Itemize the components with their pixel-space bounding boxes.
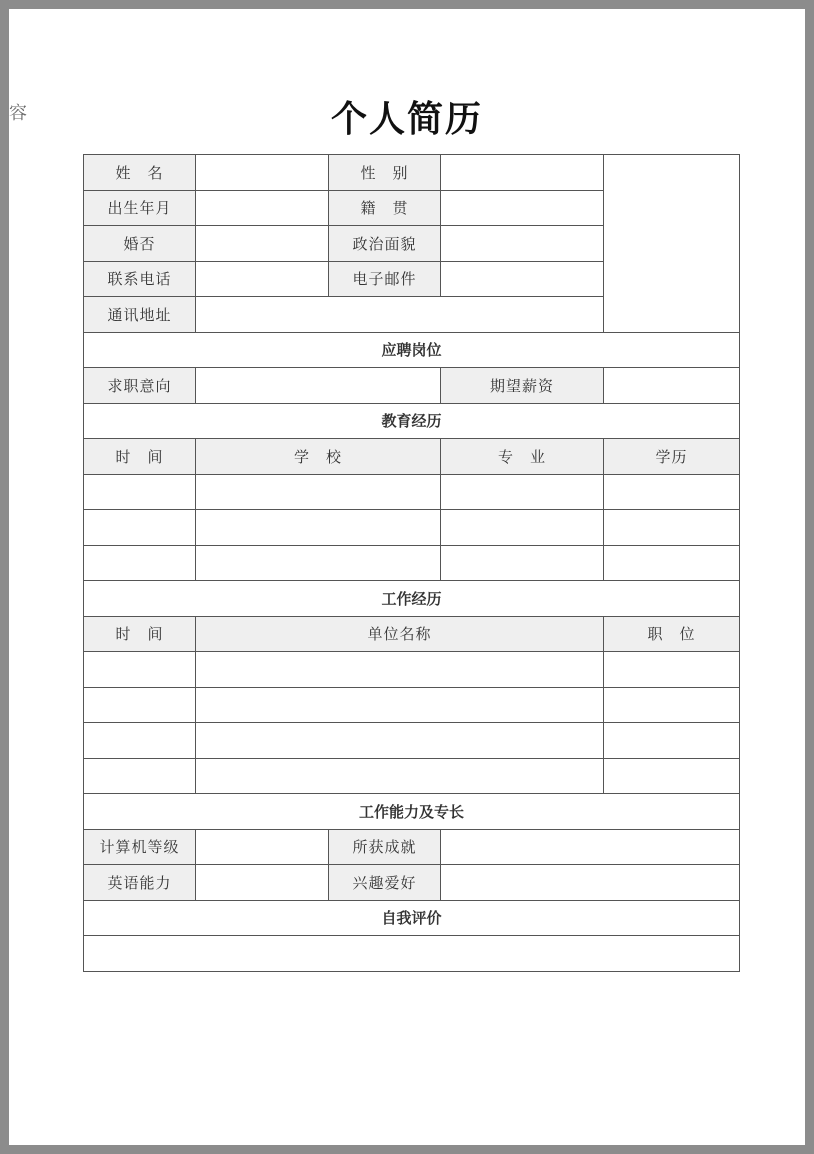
name-field[interactable] bbox=[196, 155, 329, 191]
work-title-cell[interactable] bbox=[604, 758, 740, 794]
resume-page bbox=[9, 9, 805, 1145]
hobbies-label: 兴趣爱好 bbox=[329, 865, 441, 901]
edu-major-cell[interactable] bbox=[441, 474, 604, 510]
education-row bbox=[84, 474, 740, 510]
expected-salary-label: 期望薪资 bbox=[441, 368, 604, 404]
row-position-heading bbox=[84, 332, 740, 368]
education-row bbox=[84, 510, 740, 546]
work-row bbox=[84, 652, 740, 688]
row-self-eval bbox=[84, 936, 740, 972]
row-skills-1 bbox=[84, 829, 740, 865]
native-place-field[interactable] bbox=[441, 190, 604, 226]
english-level-label: 英语能力 bbox=[84, 865, 196, 901]
address-field[interactable] bbox=[196, 297, 604, 333]
education-row bbox=[84, 545, 740, 581]
work-title-cell[interactable] bbox=[604, 652, 740, 688]
row-self-eval-heading bbox=[84, 900, 740, 936]
edu-major-cell[interactable] bbox=[441, 545, 604, 581]
row-education-header bbox=[84, 439, 740, 475]
edu-major-cell[interactable] bbox=[441, 510, 604, 546]
political-status-label: 政治面貌 bbox=[329, 226, 441, 262]
edu-school-cell[interactable] bbox=[196, 545, 441, 581]
phone-label: 联系电话 bbox=[84, 261, 196, 297]
expected-salary-field[interactable] bbox=[604, 368, 740, 404]
work-col-title: 职 位 bbox=[604, 616, 740, 652]
row-position bbox=[84, 368, 740, 404]
work-col-employer: 单位名称 bbox=[196, 616, 604, 652]
work-time-cell[interactable] bbox=[84, 758, 196, 794]
job-intent-field[interactable] bbox=[196, 368, 441, 404]
row-skills-heading bbox=[84, 794, 740, 830]
work-time-cell[interactable] bbox=[84, 723, 196, 759]
edu-school-cell[interactable] bbox=[196, 510, 441, 546]
row-skills-2 bbox=[84, 865, 740, 901]
edu-degree-cell[interactable] bbox=[604, 474, 740, 510]
english-level-field[interactable] bbox=[196, 865, 329, 901]
edu-time-cell[interactable] bbox=[84, 474, 196, 510]
page-title: 个人简历 bbox=[330, 98, 483, 140]
row-education-heading bbox=[84, 403, 740, 439]
edu-col-degree: 学历 bbox=[604, 439, 740, 475]
job-intent-label: 求职意向 bbox=[84, 368, 196, 404]
political-status-field[interactable] bbox=[441, 226, 604, 262]
achievements-label: 所获成就 bbox=[329, 829, 441, 865]
skills-section-heading: 工作能力及专长 bbox=[84, 794, 740, 830]
phone-field[interactable] bbox=[196, 261, 329, 297]
work-col-time: 时 间 bbox=[84, 616, 196, 652]
email-label: 电子邮件 bbox=[329, 261, 441, 297]
edu-time-cell[interactable] bbox=[84, 545, 196, 581]
work-section-heading: 工作经历 bbox=[84, 581, 740, 617]
gender-label: 性 别 bbox=[329, 155, 441, 191]
computer-level-label: 计算机等级 bbox=[84, 829, 196, 865]
education-section-heading: 教育经历 bbox=[84, 403, 740, 439]
edu-col-school: 学 校 bbox=[196, 439, 441, 475]
edu-school-cell[interactable] bbox=[196, 474, 441, 510]
row-name bbox=[84, 155, 740, 191]
resume-table bbox=[83, 154, 740, 972]
self-eval-field[interactable] bbox=[84, 936, 740, 972]
computer-level-field[interactable] bbox=[196, 829, 329, 865]
photo-box[interactable] bbox=[604, 155, 740, 333]
work-employer-cell[interactable] bbox=[196, 723, 604, 759]
work-title-cell[interactable] bbox=[604, 723, 740, 759]
work-time-cell[interactable] bbox=[84, 687, 196, 723]
edu-col-major: 专 业 bbox=[441, 439, 604, 475]
work-employer-cell[interactable] bbox=[196, 758, 604, 794]
work-employer-cell[interactable] bbox=[196, 652, 604, 688]
work-row bbox=[84, 687, 740, 723]
row-work-header bbox=[84, 616, 740, 652]
work-row bbox=[84, 758, 740, 794]
marital-field[interactable] bbox=[196, 226, 329, 262]
achievements-field[interactable] bbox=[441, 829, 740, 865]
marital-label: 婚否 bbox=[84, 226, 196, 262]
work-title-cell[interactable] bbox=[604, 687, 740, 723]
native-place-label: 籍 贯 bbox=[329, 190, 441, 226]
edu-degree-cell[interactable] bbox=[604, 510, 740, 546]
edu-degree-cell[interactable] bbox=[604, 545, 740, 581]
birth-field[interactable] bbox=[196, 190, 329, 226]
name-label: 姓 名 bbox=[84, 155, 196, 191]
work-time-cell[interactable] bbox=[84, 652, 196, 688]
hobbies-field[interactable] bbox=[441, 865, 740, 901]
birth-label: 出生年月 bbox=[84, 190, 196, 226]
email-field[interactable] bbox=[441, 261, 604, 297]
self-eval-section-heading: 自我评价 bbox=[84, 900, 740, 936]
gender-field[interactable] bbox=[441, 155, 604, 191]
position-section-heading: 应聘岗位 bbox=[84, 332, 740, 368]
edu-time-cell[interactable] bbox=[84, 510, 196, 546]
work-row bbox=[84, 723, 740, 759]
address-label: 通讯地址 bbox=[84, 297, 196, 333]
edu-col-time: 时 间 bbox=[84, 439, 196, 475]
work-employer-cell[interactable] bbox=[196, 687, 604, 723]
edge-partial-glyph: 容 bbox=[9, 103, 27, 124]
row-work-heading bbox=[84, 581, 740, 617]
